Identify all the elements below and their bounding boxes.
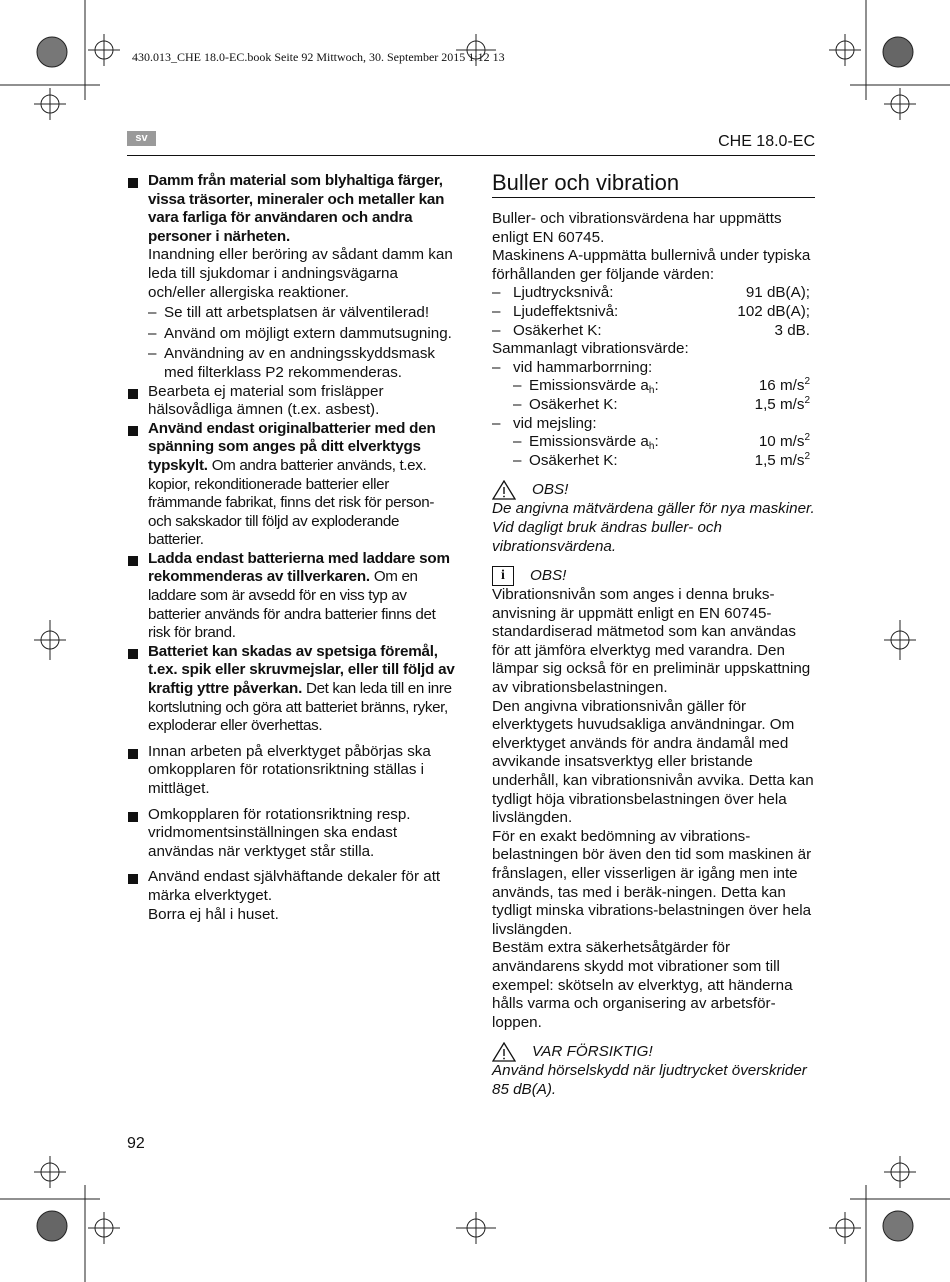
list-item — [127, 550, 457, 643]
bullet-text: Om en laddare som är avsedd för en viss typ av batterier används för andra batterier finns det risk för brand. — [148, 568, 436, 642]
warning-triangle-icon — [492, 480, 516, 500]
vibration-value: 16 $m/s^2$ — [758, 376, 810, 395]
section-heading: Buller och vibration — [492, 170, 815, 198]
print-header: 430.013_CHE 18.0-EC.book Seite 92 Mittwoch, 30. September 2015 1:12 13 — [132, 50, 505, 64]
noise-label: – Ljudeffektsnivå: — [513, 302, 619, 320]
vibration-row — [492, 452, 815, 471]
caution-text: Använd hörselskydd när ljudtrycket överskrider 85 dB(A). — [492, 1062, 807, 1098]
note-title: OBS! — [532, 481, 569, 499]
vibration-row — [492, 377, 815, 396]
bullet-text: Det kan leda till en inre kortslutning och göra att batteriet bränns, ryker, exploderar eller överhettas. — [148, 680, 452, 735]
noise-value: 3 dB. — [774, 321, 810, 339]
noise-row — [492, 303, 815, 322]
vibration-value: 10 $m/s^2$ — [758, 432, 810, 451]
noise-label: – Ljudtrycksnivå: — [513, 284, 614, 302]
vibration-label: – Osäkerhet K: — [529, 451, 618, 469]
vibration-label: – Emissionsvärde $a_h$: — [529, 377, 659, 397]
noise-value: 102 dB(A); — [737, 302, 810, 320]
noise-value: 91 dB(A); — [745, 284, 810, 302]
bullet-bold: Ladda endast batterierna med laddare som rekommenderas av tillverkaren. — [148, 549, 450, 586]
sub-item: – Använd om möjligt extern dammutsugning. — [148, 325, 457, 344]
bullet-bold: Använd endast originalbatterier med den spänning som anges på ditt elverktygs typskylt. — [148, 419, 436, 474]
bullet-text: Inandning eller beröring av sådant damm kan leda till sjukdomar i andningsvägarna och/eller allergiska reaktioner. — [148, 246, 453, 301]
list-item — [127, 643, 457, 736]
caution-title: VAR FÖRSIKTIG! — [532, 1043, 653, 1061]
vibration-value: 1,5 $m/s^2$ — [754, 394, 810, 413]
paragraph: Vibrationsnivån som anges i denna bruks-anvisning är uppmätt enligt en EN 60745-standardiserad mätmetod som kan användas för att jämföra elverktyg med varandra. Den lämpar sig också för en preliminär uppskattning av vibrationsbelastningen. — [492, 586, 811, 697]
page-number: 92 — [127, 1135, 145, 1152]
list-item — [127, 172, 457, 383]
noise-row — [492, 284, 815, 303]
list-item — [127, 383, 457, 420]
vibration-row — [492, 433, 815, 452]
info-header — [492, 566, 815, 586]
sub-item: – Se till att arbetsplatsen är välventilerad! — [148, 304, 457, 323]
list-item — [127, 420, 457, 550]
model-name: CHE 18.0-EC — [718, 133, 815, 150]
bullet-text: Om andra batterier används, t.ex. kopior, rekonditionerade batterier eller främmande fabrikat, finns det risk för person- och sakskador till följd av exploderande batterier. — [148, 456, 435, 549]
paragraph: Buller- och vibrationsvärdena har uppmätts enligt EN 60745. — [492, 210, 782, 246]
note-header — [492, 480, 815, 500]
bullet-text: Bearbeta ej material som frisläpper hälsovådliga ämnen (t.ex. asbest). — [148, 382, 384, 419]
bullet-bold: Damm från material som blyhaltiga färger, vissa träsorter, mineraler och metaller kan vara farliga för användaren och andra personer i närheten. — [148, 172, 445, 245]
bullet-bold: Batteriet kan skadas av spetsiga föremål, t.ex. spik eller skruvmejslar, eller till följd av kraftig yttre påverkan. — [148, 642, 455, 698]
list-item — [127, 743, 457, 799]
list-item — [127, 806, 457, 862]
paragraph: Bestäm extra säkerhetsåtgärder för användarens skydd mot vibrationer som till exempel: skötseln av elverktyg, att händerna hålls varma och organisering av arbetsför-loppen. — [492, 939, 793, 1031]
language-badge: sv — [127, 131, 156, 146]
paragraph: Sammanlagt vibrationsvärde: — [492, 340, 689, 358]
bullet-text: Omkopplaren för rotationsriktning resp. vridmomentsinställningen ska endast användas när verktyget står stilla. — [148, 805, 411, 860]
paragraph: Den angivna vibrationsnivån gäller för elverktygets huvudsakliga användningar. Om elverktyget används för andra ändamål med avvikande insatsverktyg eller bristande underhåll, kan vibrationsnivån avvika. Detta kan tydligt höja vibrationsbelastningen över hela livslängden. — [492, 697, 814, 827]
caution-header — [492, 1042, 815, 1062]
note-text: De angivna mätvärdena gäller för nya maskiner. Vid dagligt bruk ändras buller- och vibrationsvärdena. — [492, 500, 815, 555]
vibration-row — [492, 396, 815, 415]
bullet-text: Innan arbeten på elverktyget påbörjas ska omkopplaren för rotationsriktning ställas i mittläget. — [148, 742, 431, 797]
left-column — [127, 172, 457, 924]
paragraph: För en exakt bedömning av vibrations-belastningen bör även den tid som maskinen är frånslagen, eller visserligen är igång men inte används, tas med i beräk-ningen. Detta kan tydligt minska vibrations-belastningen över hela livslängden. — [492, 827, 812, 938]
paragraph: Maskinens A-uppmätta bullernivå under typiska förhållanden ger följande värden: — [492, 247, 811, 283]
bullet-text: Använd endast självhäftande dekaler för att märka elverktyget. — [148, 868, 441, 904]
vibration-mode: – vid mejsling: — [492, 415, 815, 434]
warning-triangle-icon — [492, 1042, 516, 1062]
note-title: OBS! — [530, 566, 567, 584]
vibration-label: – Emissionsvärde $a_h$: — [529, 433, 659, 453]
sub-item: – Användning av en andningsskyddsmask med filterklass P2 rekommenderas. — [148, 345, 457, 382]
vibration-label: – Osäkerhet K: — [529, 395, 618, 413]
vibration-value: 1,5 $m/s^2$ — [754, 450, 810, 469]
info-icon: i — [492, 566, 514, 586]
list-item — [127, 868, 457, 924]
noise-row — [492, 322, 815, 341]
header-rule — [127, 155, 815, 156]
vibration-mode: – vid hammarborrning: — [492, 359, 815, 378]
right-column — [492, 170, 815, 1100]
noise-label: – Osäkerhet K: — [513, 321, 602, 339]
bullet-text: Borra ej hål i huset. — [148, 905, 279, 923]
